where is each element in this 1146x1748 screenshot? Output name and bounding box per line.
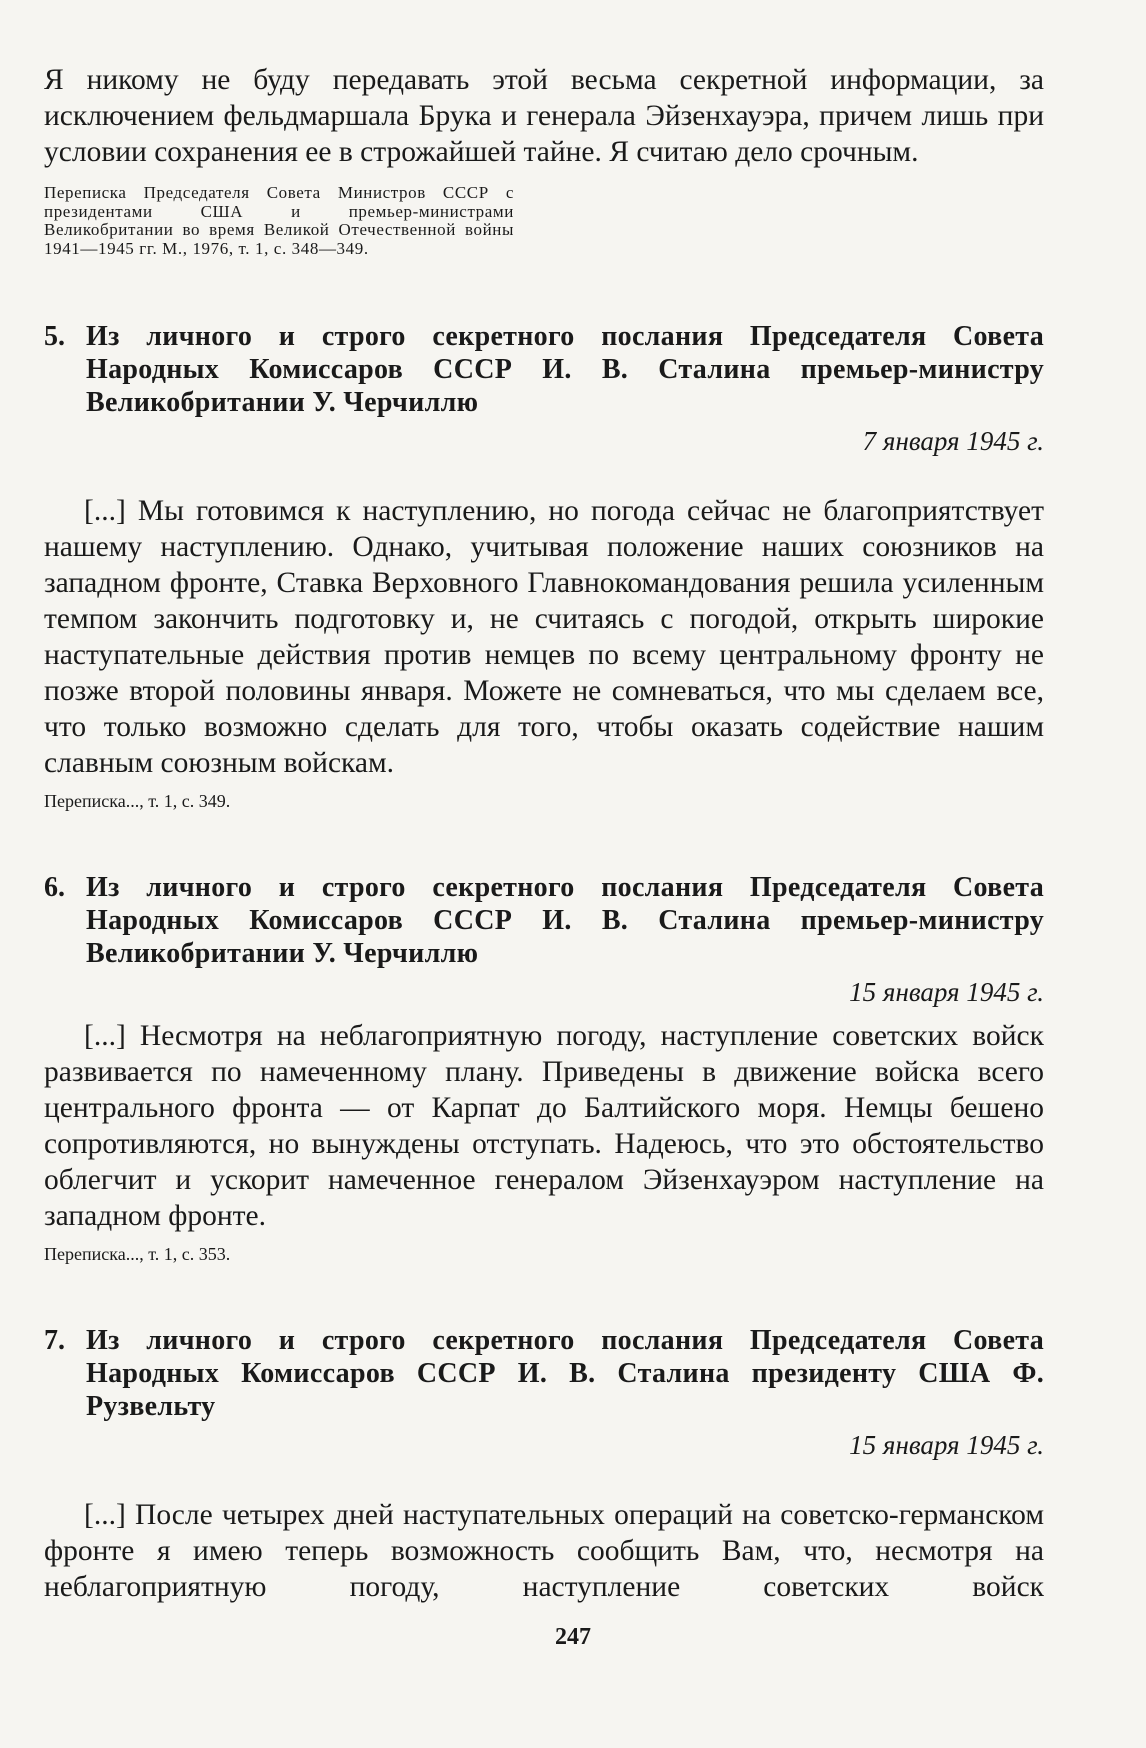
- doc-6-date: 15 января 1945 г.: [849, 977, 1044, 1007]
- document-page: [44, 62, 1044, 1605]
- doc-6-heading: [44, 871, 1044, 970]
- doc-5-heading: [44, 320, 1044, 419]
- doc-5-number: 5.: [44, 321, 65, 352]
- doc-7-date: 15 января 1945 г.: [849, 1430, 1044, 1460]
- doc-7-heading: [44, 1324, 1044, 1423]
- doc-7-text: [...] После четырех дней наступательных операций на советско-германском фронте я имею теперь возможность сообщить Вам, что, несмотря на неблагоприятную погоду, наступление советских войск: [44, 1499, 1044, 1603]
- doc-7-number: 7.: [44, 1325, 65, 1356]
- doc-7-title: Из личного и строго секретного послания Председателя Совета Народных Комиссаров СССР И. В. Сталина президенту США Ф. Рузвельту: [86, 1325, 1044, 1422]
- doc-6-number: 6.: [44, 872, 65, 903]
- intro-source-note: Переписка Председателя Совета Министров СССР с президентами США и премьер-министрами Великобритании во время Великой Отечественной войны 1941—1945 гг. М., 1976, т. 1, с. 348—349.: [44, 183, 514, 258]
- doc-5-title: Из личного и строго секретного послания Председателя Совета Народных Комиссаров СССР И. В. Сталина премьер-министру Великобритании У. Черчиллю: [86, 321, 1044, 418]
- intro-paragraph: Я никому не буду передавать этой весьма секретной информации, за исключением фельдмаршала Брука и генерала Эйзенхауэра, причем лишь при условии сохранения ее в строжайшей тайне. Я считаю дело срочным.: [44, 64, 1044, 168]
- doc-6-title: Из личного и строго секретного послания Председателя Совета Народных Комиссаров СССР И. В. Сталина премьер-министру Великобритании У. Черчиллю: [86, 872, 1044, 969]
- page-number: 247: [555, 1624, 591, 1650]
- doc-6-source: Переписка..., т. 1, с. 353.: [44, 1244, 231, 1264]
- doc-5-text: [...] Мы готовимся к наступлению, но погода сейчас не благоприятствует нашему наступлению. Однако, учитывая положение наших союзников на западном фронте, Ставка Верховного Главнокомандования решила усиленным темпом закончить подготовку и, не считаясь с погодой, открыть широкие наступательные действия против немцев по всему центральному фронту не позже второй половины января. Можете не сомневаться, что мы сделаем все, что только возможно сделать для того, чтобы оказать содействие нашим славным союзным войскам.: [44, 495, 1044, 779]
- doc-5-date: 7 января 1945 г.: [862, 426, 1044, 456]
- doc-5-source: Переписка..., т. 1, с. 349.: [44, 791, 231, 811]
- doc-6-text: [...] Несмотря на неблагоприятную погоду, наступление советских войск развивается по намеченному плану. Приведены в движение войска всего центрального фронта — от Карпат до Балтийского моря. Немцы бешено сопротивляются, но вынуждены отступать. Надеюсь, что это обстоятельство облегчит и ускорит намеченное генералом Эйзенхауэром наступление на западном фронте.: [44, 1020, 1044, 1232]
